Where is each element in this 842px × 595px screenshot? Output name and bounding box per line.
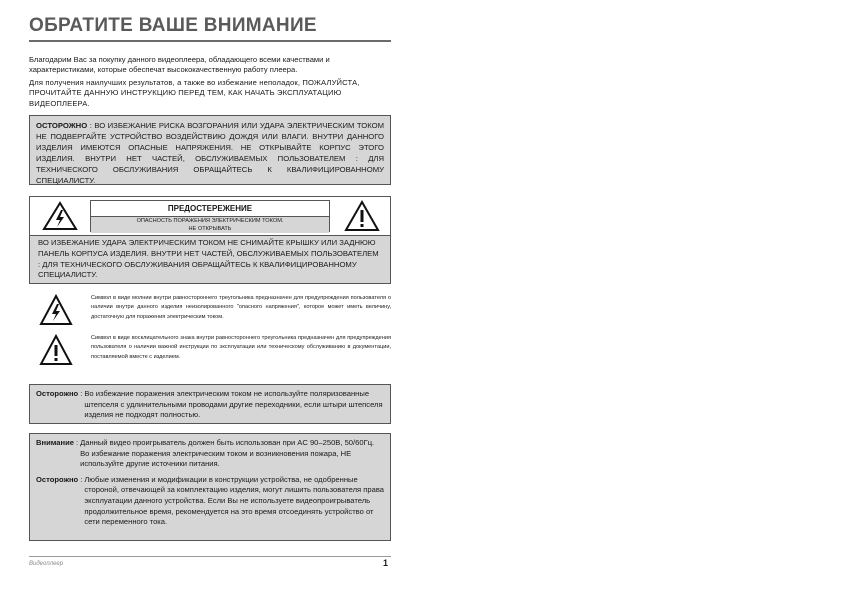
caution-label: ОСТОРОЖНО (36, 121, 88, 130)
caution-note-text: Во избежание поражения электрическим током не используйте поляризованные штепселя с удлинительными проводами другие переходники, если штыри штепселя изделия не подходят полностью. (84, 389, 383, 420)
caution-note-box (29, 384, 391, 424)
exclamation-triangle-icon (39, 334, 73, 371)
warning-panel (29, 196, 391, 284)
label-separator: : (80, 474, 83, 484)
caution-text (36, 120, 384, 186)
warning-subtext-line-2: НЕ ОТКРЫВАТЬ (188, 226, 232, 232)
exclamation-symbol-text: Символ в виде восклицательного знака внутри равностороннего треугольника предназначен для предупреждения пользователя о наличии важной инструкции по эксплуатации или техническому обслуживанию в документации, поставляемой вместе с изделием. (91, 335, 391, 360)
warning-body-box (30, 235, 390, 283)
warning-subtext-line-1: ОПАСНОСТЬ ПОРАЖЕНИЯ ЭЛЕКТРИЧЕСКИМ ТОКОМ. (136, 218, 284, 224)
intro-instruction: Для получения наилучших результатов, а также во избежание неполадок, ПОЖАЛУЙСТА, ПРОЧИТАЙТЕ ДАННУЮ ИНСТРУКЦИЮ ПЕРЕД ТЕМ, КАК НАЧАТЬ ЭКСПЛУАТАЦИЮ ВИДЕОПЛЕЕРА. (29, 78, 360, 108)
warning-subtext (91, 216, 329, 233)
caution-body: : ВО ИЗБЕЖАНИЕ РИСКА ВОЗГОРАНИЯ ИЛИ УДАРА ЭЛЕКТРИЧЕСКИМ ТОКОМ НЕ ПОДВЕРГАЙТЕ УСТРОЙСТВО ВОЗДЕЙСТВИЮ ДОЖДЯ ИЛИ ВЛАГИ. ВНУТРИ ДАННОГО ИЗДЕЛИЯ ИМЕЮТСЯ ОПАСНЫЕ НАПРЯЖЕНИЯ. НЕ ОТКРЫВАЙТЕ КОРПУС ЭТОГО ИЗДЕЛИЯ. ВНУТРИ НЕТ ЧАСТЕЙ, ОБСЛУЖИВАЕМЫХ ПОЛЬЗОВАТЕЛЕМ : ДЛЯ ТЕХНИЧЕСКОГО ОБСЛУЖИВАНИЯ ОБРАЩАЙТЕСЬ К КВАЛИФИЦИРОВАННОМУ СПЕЦИАЛИСТУ. (36, 121, 384, 185)
warning-header (30, 197, 390, 235)
modification-caution-text: Любые изменения и модификации в конструкции устройства, не одобренные стороной, отвечающей за комплектацию изделия, могут лишить пользователя права эксплуатации данного устройства. Если Вы не используете видеопроигрыватель продолжительное время, рекомендуется на это время отсоединять устройство от сети переменного тока. (84, 474, 385, 527)
label-separator: : (75, 438, 79, 447)
page-title: ОБРАТИТЕ ВАШЕ ВНИМАНИЕ (29, 15, 317, 36)
lightning-triangle-icon (42, 201, 78, 236)
warning-label (90, 200, 330, 232)
warning-body: ВО ИЗБЕЖАНИЕ УДАРА ЭЛЕКТРИЧЕСКИМ ТОКОМ НЕ СНИМАЙТЕ КРЫШКУ ИЛИ ЗАДНЮЮ ПАНЕЛЬ КОРПУСА ИЗДЕЛИЯ. ВНУТРИ НЕТ ЧАСТЕЙ, ОБСЛУЖИВАЕМЫХ ПОЛЬЗОВАТЕЛЕМ : ДЛЯ ТЕХНИЧЕСКОГО ОБСЛУЖИВАНИЯ ОБРАЩАЙТЕСЬ К КВАЛИФИЦИРОВАННОМУ СПЕЦИАЛИСТУ. (38, 238, 379, 280)
lightning-symbol-text: Символ в виде молнии внутри равностороннего треугольника предназначен для предупреждения пользователя о наличии внутри данного изделия неизолированного "опасного напряжения", которое может иметь величину, достаточную для поражения электрическим током. (91, 295, 391, 320)
attention-text: Данный видео проигрыватель должен быть использован при AC 90–250В, 50/60Гц. Во избежание поражения электрическим током и возникновения пожара, НЕ используйте другие источники питания. (80, 438, 375, 469)
modification-caution-note (36, 475, 384, 528)
caution-note (36, 389, 384, 421)
page-number: 1 (383, 558, 389, 568)
label-separator: : (80, 389, 83, 398)
caution-box (29, 115, 391, 185)
title-rule (29, 40, 391, 42)
attention-box (29, 433, 391, 541)
lightning-triangle-icon (39, 294, 73, 331)
footer-rule (29, 556, 391, 557)
attention-note (36, 438, 384, 470)
attention-label: Внимание (36, 438, 74, 447)
intro-paragraph: Благодарим Вас за покупку данного видеоплеера, обладающего всеми качествами и характеристиками, которые обеспечат высококачественную работу плеера. (29, 55, 330, 75)
warning-heading: ПРЕДОСТЕРЕЖЕНИЕ (167, 204, 253, 213)
exclamation-triangle-icon (344, 200, 380, 237)
modification-caution-label: Осторожно (36, 474, 79, 484)
caution-note-label: Осторожно (36, 389, 79, 398)
footer-product-name: Видеоплеер (29, 561, 64, 567)
